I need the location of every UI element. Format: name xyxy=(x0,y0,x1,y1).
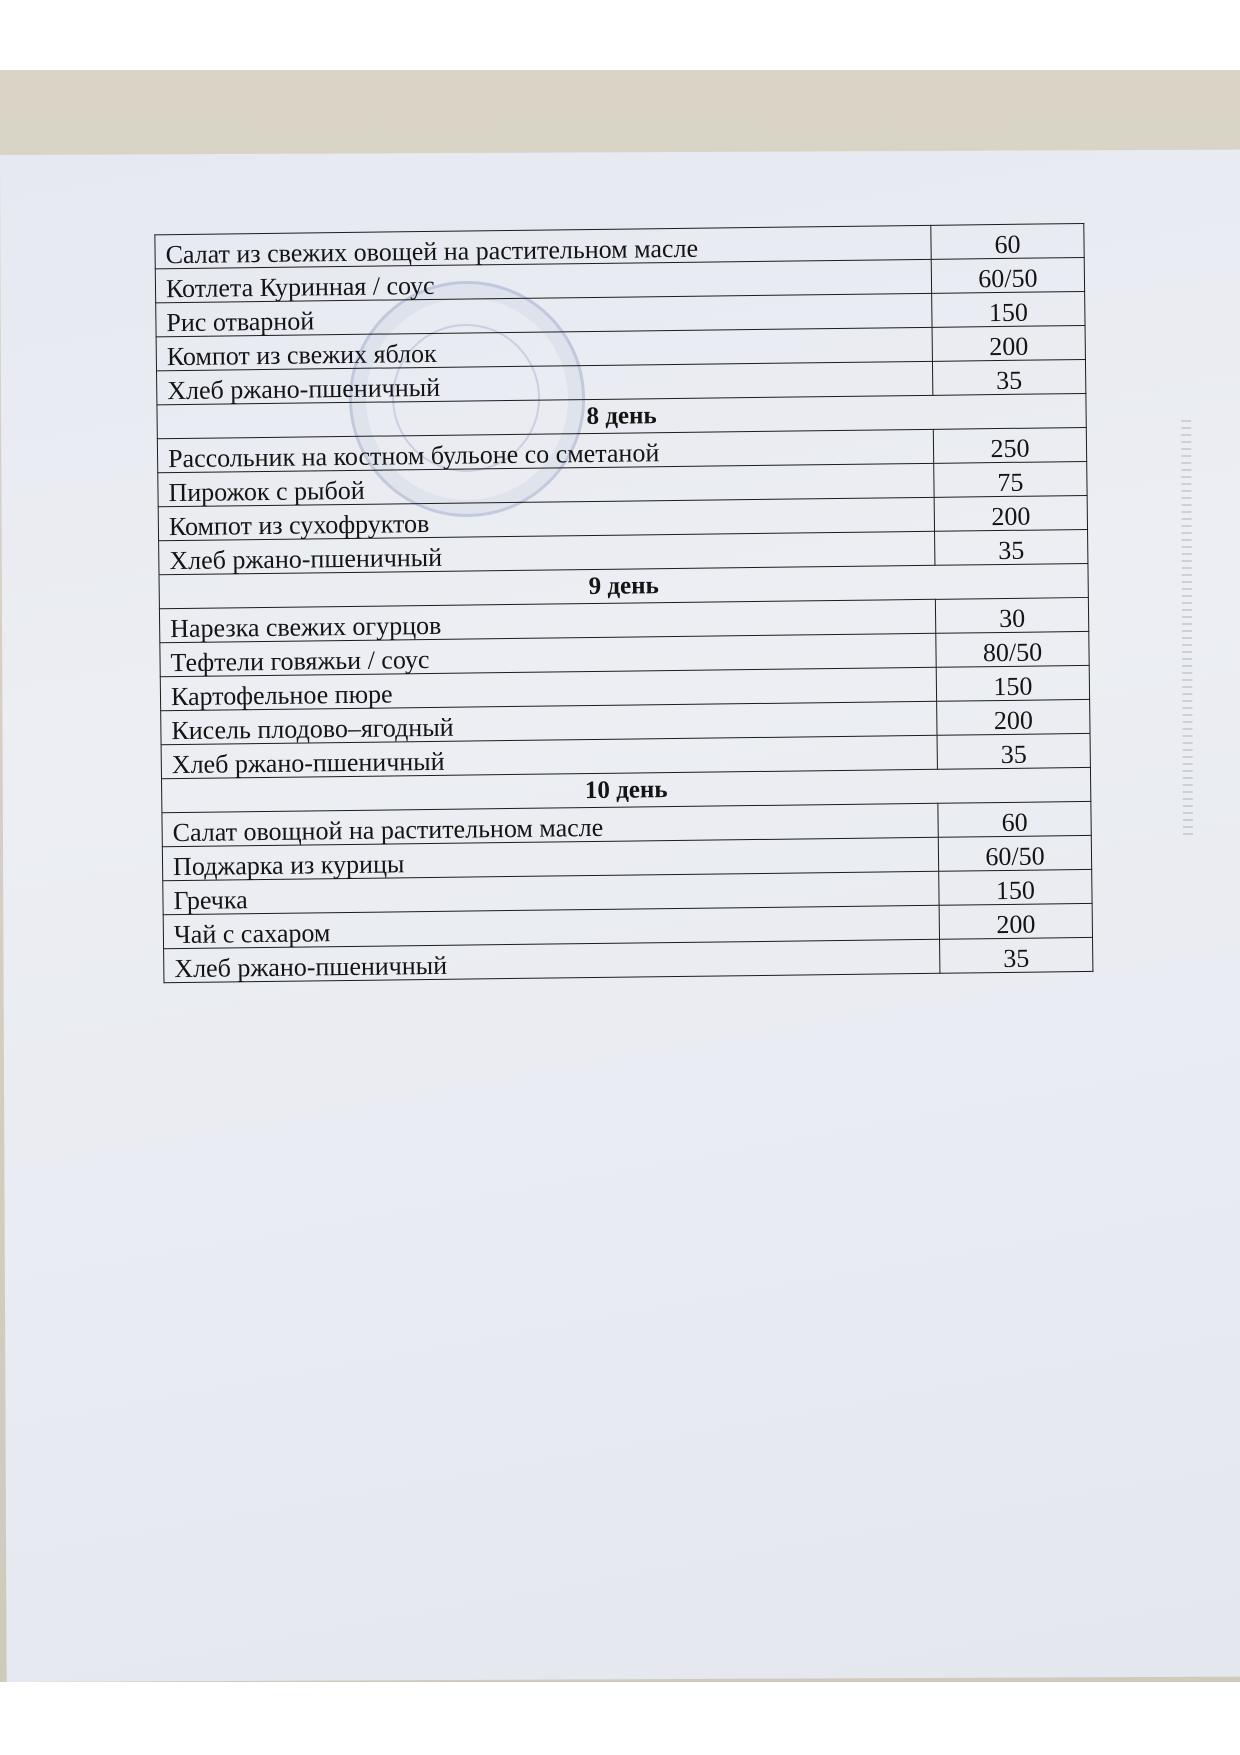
dish-name: Компот из сухофруктов xyxy=(158,497,934,540)
dish-name: Котлета Куринная / соус xyxy=(155,259,931,302)
portion-size: 60 xyxy=(938,801,1091,837)
day-label: 9 день xyxy=(159,563,1088,608)
day-label: 10 день xyxy=(161,767,1090,812)
portion-size: 150 xyxy=(936,665,1089,701)
portion-size: 150 xyxy=(939,869,1092,905)
paper-speckle xyxy=(1181,420,1193,840)
dish-name: Хлеб ржано-пшеничный xyxy=(161,735,937,778)
dish-name: Хлеб ржано-пшеничный xyxy=(159,531,935,574)
dish-name: Чай с сахаром xyxy=(163,905,939,948)
menu-table xyxy=(154,223,1093,983)
photo-background xyxy=(0,70,1240,1682)
portion-size: 35 xyxy=(935,529,1088,565)
portion-size: 60/50 xyxy=(931,257,1084,293)
dish-name: Рассольник на костном бульоне со сметаной xyxy=(157,429,933,472)
dish-name: Хлеб ржано-пшеничный xyxy=(157,361,933,404)
portion-size: 35 xyxy=(940,937,1093,973)
dish-name: Кисель плодово–ягодный xyxy=(161,701,937,744)
paper-sheet xyxy=(0,150,1240,1682)
portion-size: 200 xyxy=(934,495,1087,531)
dish-name: Рис отварной xyxy=(156,293,932,336)
menu-table-body xyxy=(155,223,1093,982)
day-label: 8 день xyxy=(157,393,1086,438)
dish-name: Пирожок с рыбой xyxy=(158,463,934,506)
portion-size: 75 xyxy=(934,461,1087,497)
dish-name: Поджарка из курицы xyxy=(162,837,938,880)
portion-size: 200 xyxy=(939,903,1092,939)
dish-name: Хлеб ржано-пшеничный xyxy=(164,939,940,982)
portion-size: 35 xyxy=(932,359,1085,395)
dish-name: Тефтели говяжьи / соус xyxy=(160,633,936,676)
dish-name: Нарезка свежих огурцов xyxy=(159,599,935,642)
portion-size: 250 xyxy=(933,427,1086,463)
portion-size: 60 xyxy=(931,223,1084,259)
portion-size: 30 xyxy=(935,597,1088,633)
dish-name: Картофельное пюре xyxy=(160,667,936,710)
portion-size: 80/50 xyxy=(936,631,1089,667)
dish-name: Салат из свежих овощей на растительном масле xyxy=(155,225,931,268)
dish-name: Гречка xyxy=(163,871,939,914)
dish-name: Компот из свежих яблок xyxy=(156,327,932,370)
portion-size: 150 xyxy=(932,291,1085,327)
portion-size: 60/50 xyxy=(938,835,1091,871)
portion-size: 200 xyxy=(932,325,1085,361)
dish-name: Салат овощной на растительном масле xyxy=(162,803,938,846)
portion-size: 200 xyxy=(937,699,1090,735)
portion-size: 35 xyxy=(937,733,1090,769)
